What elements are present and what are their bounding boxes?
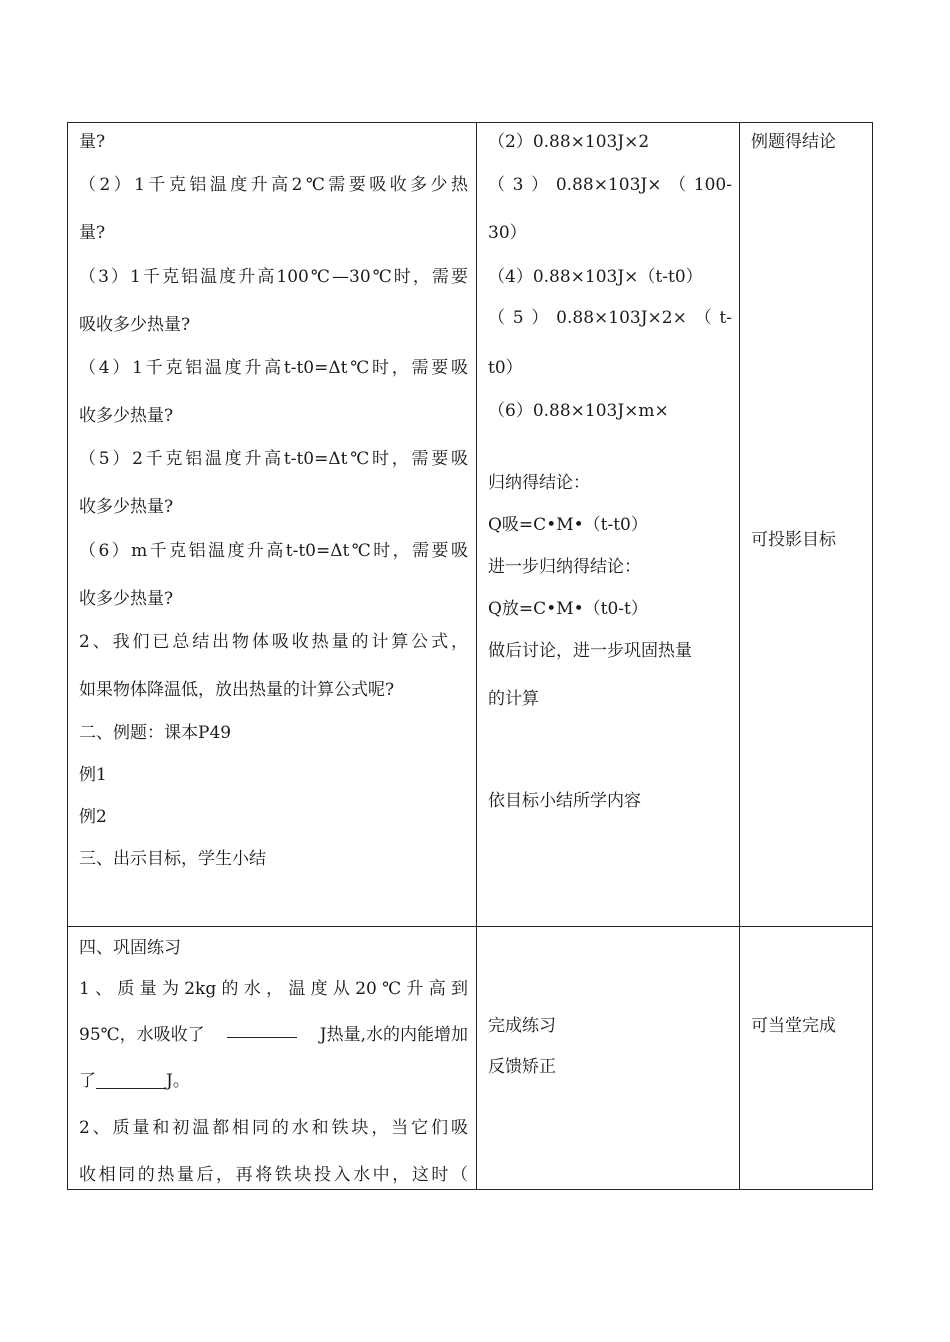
text-fragment: 了 <box>79 1071 96 1091</box>
row2-notes-cell <box>751 0 866 1190</box>
row2-exercise-cell <box>79 0 468 1190</box>
text-line: （5）0.88×103J×2×（t- <box>488 308 732 328</box>
answer-blank[interactable] <box>96 1071 166 1089</box>
text-line: 做后讨论，进一步巩固热量 <box>488 641 692 661</box>
text-line: 进一步归纳得结论： <box>488 557 641 577</box>
text-line: 收多少热量? <box>79 589 174 609</box>
text-line: 完成练习 <box>488 1016 556 1036</box>
text-line: t0） <box>488 358 523 378</box>
text-line <box>79 1020 468 1045</box>
text-line: （3）1千克铝温度升高100℃—30℃时，需要 <box>79 267 468 287</box>
text-line: 1、质量为2kg的水，温度从20℃升高到 <box>79 979 468 999</box>
text-line: 量? <box>79 132 106 152</box>
text-line: （2）1千克铝温度升高2℃需要吸收多少热 <box>79 175 468 195</box>
answer-blank[interactable] <box>227 1020 297 1038</box>
text-line: 吸收多少热量? <box>79 315 191 335</box>
row2-student-activity-cell <box>488 0 732 1190</box>
text-line: （4）0.88×103J×（t-t0） <box>488 267 703 287</box>
text-line: （6）0.88×103J×m× <box>488 401 669 421</box>
text-line: 收多少热量? <box>79 406 174 426</box>
text-line: （2）0.88×103J×2 <box>488 132 650 152</box>
text-line: 例1 <box>79 765 107 785</box>
text-line: 归纳得结论： <box>488 473 590 493</box>
text-line: 收相同的热量后，再将铁块投入水中，这时（ <box>79 1165 468 1185</box>
text-line: 如果物体降温低，放出热量的计算公式呢? <box>79 680 395 700</box>
formula-line: Q放=C•M•（t0-t） <box>488 599 648 619</box>
column-divider-2 <box>739 122 740 1190</box>
text-line: 反馈矫正 <box>488 1057 556 1077</box>
text-fragment: 95℃，水吸收了 <box>79 1025 205 1045</box>
column-divider-1 <box>476 122 477 1190</box>
text-line: （6）m千克铝温度升高t-t0=Δt℃时，需要吸 <box>79 541 468 561</box>
formula-line: Q吸=C•M•（t-t0） <box>488 515 648 535</box>
text-line: 2、质量和初温都相同的水和铁块，当它们吸 <box>79 1118 468 1138</box>
section-heading: 四、巩固练习 <box>79 938 181 958</box>
text-fragment: J。 <box>166 1071 190 1091</box>
text-fragment: J热量,水的内能增加 <box>319 1025 468 1045</box>
text-line: （4）1千克铝温度升高t-t0=Δt℃时，需要吸 <box>79 358 468 378</box>
section-heading: 二、例题：课本P49 <box>79 723 232 743</box>
text-line: 的计算 <box>488 689 539 709</box>
text-line: 2、我们已总结出物体吸收热量的计算公式， <box>79 632 468 652</box>
section-heading: 三、出示目标，学生小结 <box>79 849 266 869</box>
text-line: （3）0.88×103J×（100- <box>488 175 732 195</box>
text-line <box>79 1066 190 1091</box>
text-line: 量? <box>79 223 106 243</box>
text-line: 收多少热量? <box>79 497 174 517</box>
note-line: 例题得结论 <box>751 132 836 152</box>
note-line: 可投影目标 <box>751 530 836 550</box>
text-line: （5）2千克铝温度升高t-t0=Δt℃时，需要吸 <box>79 449 468 469</box>
note-line: 可当堂完成 <box>751 1016 836 1036</box>
text-line: 30） <box>488 223 527 243</box>
text-line: 依目标小结所学内容 <box>488 791 641 811</box>
text-line: 例2 <box>79 807 107 827</box>
